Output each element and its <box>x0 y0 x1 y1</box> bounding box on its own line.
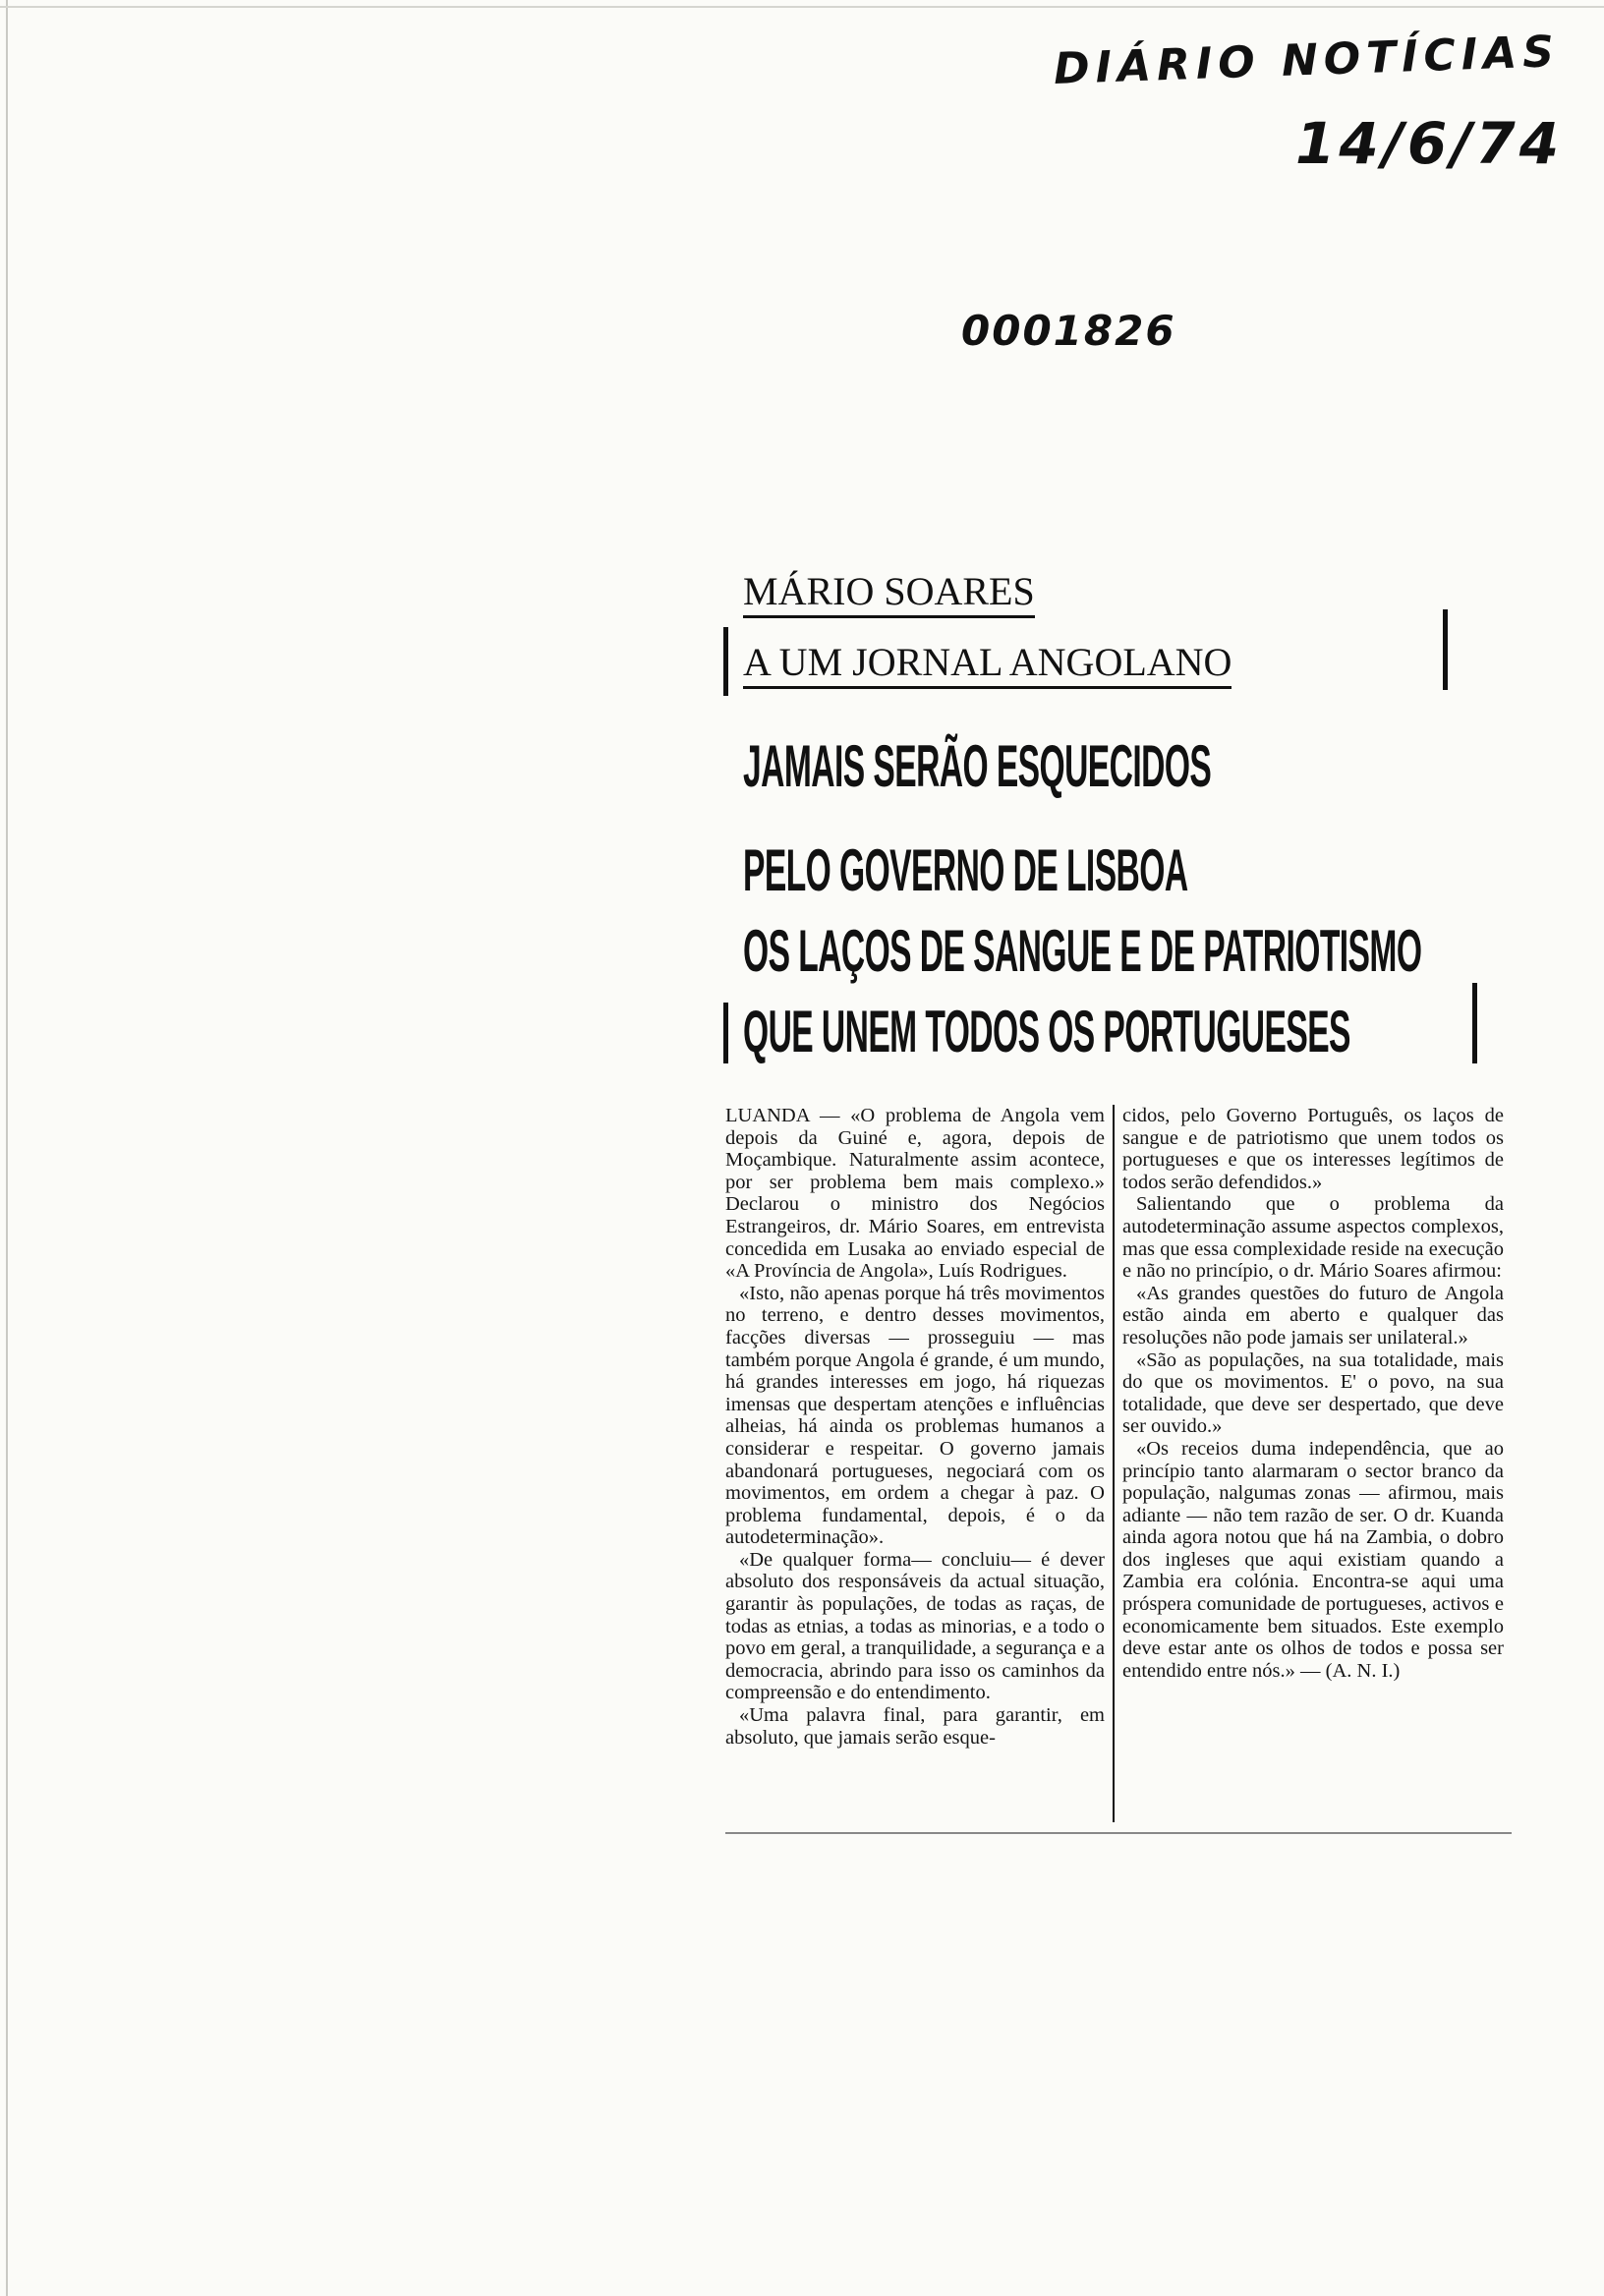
article-kicker-line-1: MÁRIO SOARES <box>743 570 1035 618</box>
headline-line-4: QUE UNEM TODOS OS PORTUGUESES <box>743 999 1350 1064</box>
newspaper-clipping <box>717 570 1504 1848</box>
headline-line-2: PELO GOVERNO DE LISBOA <box>743 837 1188 903</box>
handwritten-archive-code: 0001826 <box>961 307 1176 355</box>
kicker-left-bar <box>723 627 728 696</box>
handwritten-date-note: 14/6/74 <box>1295 110 1564 177</box>
column-divider <box>1113 1105 1115 1822</box>
article-paragraph: «Os receios duma independência, que ao princípio tanto alarmaram o sector branco da população, nalgumas zonas — afirmou, mais adiante — não tem razão de ser. O dr. Kuanda ainda agora notou que há na Zambia, o dobro dos ingleses que aqui existiam quando a Zambia era colónia. Encontra-se aqui uma próspera comunidade de portugueses, activos e economicamente bem situados. Este exemplo deve estar ante os olhos de todos e possa ser entendido entre nós.» — (A. N. I.) <box>1122 1437 1504 1682</box>
article-column-right <box>1122 1105 1504 1682</box>
headline-right-bar <box>1472 983 1477 1063</box>
article-column-left <box>725 1105 1105 1749</box>
article-paragraph: «Uma palavra final, para garantir, em absoluto, que jamais serão esque- <box>725 1704 1105 1749</box>
article-paragraph: «São as populações, na sua totalidade, mais do que os movimentos. E' o povo, na sua totalidade, que deve ser despertado, que deve ser ouvido.» <box>1122 1349 1504 1438</box>
handwritten-publication-note: DIÁRIO NOTÍCIAS <box>1053 27 1561 94</box>
headline-line-1: JAMAIS SERÃO ESQUECIDOS <box>743 733 1212 799</box>
headline-left-bar <box>723 1003 728 1063</box>
article-paragraph: LUANDA — «O problema de Angola vem depois da Guiné e, agora, depois de Moçambique. Naturalmente assim acontece, por ser problema bem mais complexo.» Declarou o ministro dos Negócios Estrangeiros, dr. Mário Soares, em entrevista concedida em Lusaka ao enviado especial de «A Província de Angola», Luís Rodrigues. <box>725 1105 1105 1283</box>
kicker-right-bar <box>1443 609 1448 690</box>
article-kicker-line-2: A UM JORNAL ANGOLANO <box>743 641 1232 689</box>
article-paragraph: cidos, pelo Governo Português, os laços de sangue e de patriotismo que unem todos os portugueses e que os interesses legítimos de todos serão defendidos.» <box>1122 1105 1504 1193</box>
page-left-edge <box>6 0 8 2296</box>
article-paragraph: «As grandes questões do futuro de Angola estão ainda em aberto e qualquer das resoluções não pode jamais ser unilateral.» <box>1122 1282 1504 1349</box>
clipping-bottom-edge <box>725 1832 1512 1834</box>
article-paragraph: Salientando que o problema da autodeterminação assume aspectos complexos, mas que essa complexidade reside na execução e não no princípio, o dr. Mário Soares afirmou: <box>1122 1193 1504 1283</box>
article-paragraph: «Isto, não apenas porque há três movimentos no terreno, e dentro desses movimentos, facções diversas — prosseguiu — mas também porque Angola é grande, é um mundo, há grandes interesses em jogo, há riquezas imensas que despertam atenções e influências alheias, há ainda os problemas humanos a considerar e respeitar. O governo jamais abandonará portugueses, negociará com os movimentos, em ordem a chegar à paz. O problema fundamental, depois, é o da autodeterminação». <box>725 1282 1105 1549</box>
headline-line-3: OS LAÇOS DE SANGUE E DE PATRIOTISMO <box>743 918 1422 984</box>
article-paragraph: «De qualquer forma— concluiu— é dever absoluto dos responsáveis da actual situação, garantir às populações, de todas as raças, de todas as etnias, a todas as minorias, e a todo o povo em geral, a tranquilidade, a segurança e a democracia, abrindo para isso os caminhos da compreensão e do entendimento. <box>725 1548 1105 1704</box>
page-top-edge <box>0 6 1604 8</box>
